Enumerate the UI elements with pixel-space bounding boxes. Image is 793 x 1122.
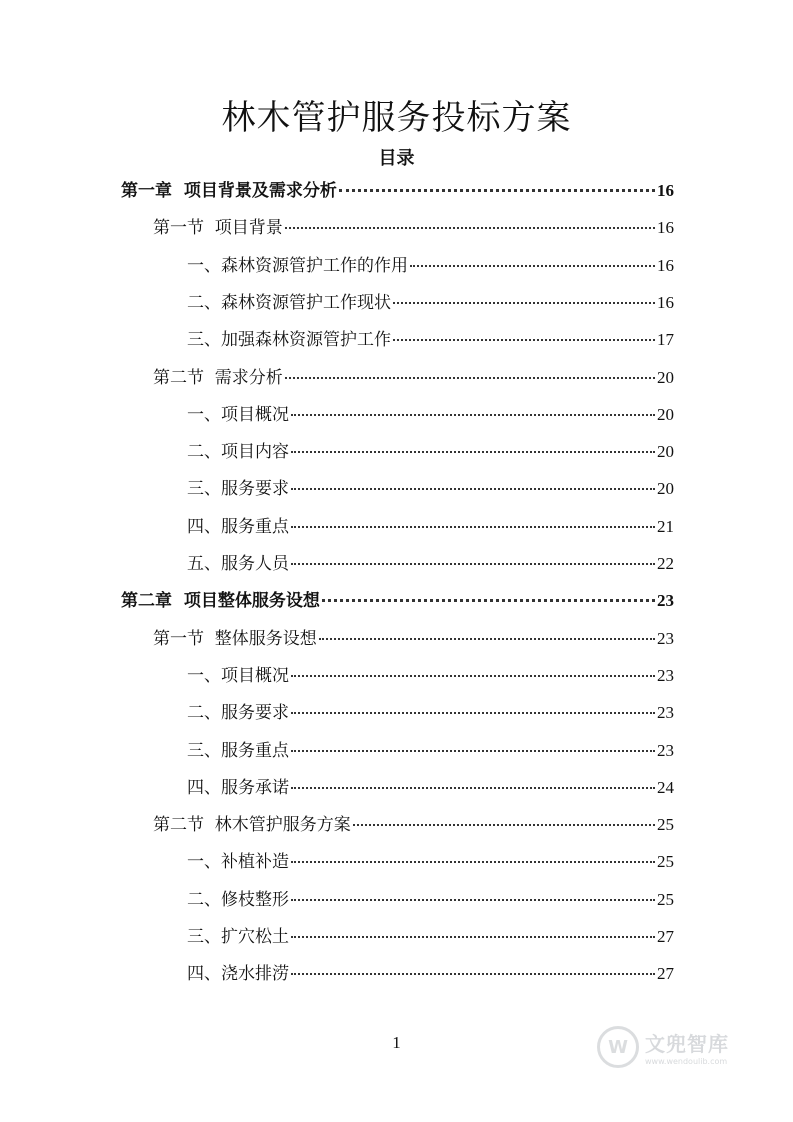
toc-entry[interactable] bbox=[187, 437, 674, 474]
toc-leader-dots bbox=[393, 302, 655, 304]
toc-leader-dots bbox=[322, 599, 655, 602]
toc-leader-dots bbox=[285, 377, 655, 379]
toc-entry-page: 27 bbox=[657, 927, 674, 946]
toc-leader-dots bbox=[291, 488, 655, 490]
toc-entry-label: 三、服务要求 bbox=[187, 479, 289, 500]
toc-entry-label: 二、森林资源管护工作现状 bbox=[187, 292, 391, 313]
toc-entry-label: 第一章 项目背景及需求分析 bbox=[121, 181, 337, 201]
toc-entry-label: 四、浇水排涝 bbox=[187, 964, 289, 985]
toc-entry-page: 16 bbox=[657, 218, 674, 238]
toc-entry-page: 20 bbox=[657, 479, 674, 499]
toc-entry-label: 第一节 整体服务设想 bbox=[153, 628, 317, 649]
toc-entry-page: 16 bbox=[657, 292, 674, 312]
toc-entry-label: 三、服务重点 bbox=[187, 740, 289, 761]
toc-entry[interactable] bbox=[187, 885, 674, 922]
toc-leader-dots bbox=[291, 787, 655, 789]
toc-entry-label: 四、服务重点 bbox=[187, 516, 289, 537]
toc-entry[interactable] bbox=[187, 922, 674, 959]
toc-entry-label: 一、项目概况 bbox=[187, 665, 289, 686]
toc-entry[interactable] bbox=[187, 325, 674, 362]
toc-entry[interactable] bbox=[187, 400, 674, 437]
watermark-url: www.wendoulib.com bbox=[645, 1057, 728, 1066]
toc-entry-page: 25 bbox=[657, 889, 674, 909]
toc-entry[interactable] bbox=[153, 624, 674, 661]
toc-entry[interactable] bbox=[153, 810, 674, 847]
toc-entry[interactable] bbox=[187, 698, 674, 735]
toc-entry-page: 25 bbox=[657, 852, 674, 872]
toc-entry-page: 25 bbox=[657, 815, 674, 835]
toc-entry-label: 第二节 林木管护服务方案 bbox=[153, 815, 351, 836]
toc-entry[interactable] bbox=[121, 176, 674, 213]
toc-entry-label: 二、服务要求 bbox=[187, 703, 289, 724]
watermark-logo bbox=[597, 1025, 747, 1069]
toc-entry-label: 三、加强森林资源管护工作 bbox=[187, 330, 391, 351]
toc-heading: 目录 bbox=[378, 148, 415, 169]
toc-leader-dots bbox=[291, 414, 655, 416]
toc-entry-label: 五、服务人员 bbox=[187, 554, 289, 574]
toc-leader-dots bbox=[339, 189, 655, 192]
watermark-mark-icon: W bbox=[597, 1026, 639, 1068]
toc-entry-page: 23 bbox=[657, 703, 674, 723]
toc-leader-dots bbox=[410, 265, 655, 267]
toc-entry[interactable] bbox=[187, 736, 674, 773]
toc-leader-dots bbox=[291, 899, 655, 901]
page-number: 1 bbox=[392, 1033, 401, 1052]
toc-entry-page: 17 bbox=[657, 330, 674, 350]
toc-leader-dots bbox=[291, 973, 655, 975]
toc-entry-page: 20 bbox=[657, 404, 674, 424]
toc-entry-label: 三、扩穴松土 bbox=[187, 927, 289, 947]
toc-leader-dots bbox=[393, 339, 655, 341]
toc-entry-label: 一、森林资源管护工作的作用 bbox=[187, 255, 408, 276]
toc-entry-page: 20 bbox=[657, 367, 674, 387]
toc-entry[interactable] bbox=[187, 661, 674, 698]
watermark-text bbox=[645, 1028, 729, 1066]
toc-leader-dots bbox=[291, 861, 655, 863]
toc-leader-dots bbox=[291, 675, 655, 677]
toc-entry[interactable] bbox=[187, 288, 674, 325]
toc-entry-page: 23 bbox=[657, 628, 674, 648]
toc-entry[interactable] bbox=[187, 512, 674, 549]
toc-entry-page: 23 bbox=[657, 665, 674, 685]
toc-entry-label: 四、服务承诺 bbox=[187, 777, 289, 798]
toc-entry-label: 第二章 项目整体服务设想 bbox=[121, 591, 320, 612]
toc-entry-page: 20 bbox=[657, 442, 674, 462]
toc-entry[interactable] bbox=[187, 474, 674, 511]
toc-entry[interactable] bbox=[153, 363, 674, 400]
toc-entry-page: 23 bbox=[657, 591, 674, 611]
toc-leader-dots bbox=[291, 563, 655, 565]
toc-entry-page: 21 bbox=[657, 516, 674, 536]
toc-entry-label: 一、补植补造 bbox=[187, 852, 289, 873]
toc-leader-dots bbox=[291, 750, 655, 752]
toc-entry-label: 二、项目内容 bbox=[187, 442, 289, 463]
toc-leader-dots bbox=[319, 638, 655, 640]
toc-leader-dots bbox=[291, 936, 655, 938]
watermark-name: 文兜智库 bbox=[645, 1032, 729, 1056]
toc-leader-dots bbox=[353, 824, 655, 826]
toc-entry[interactable] bbox=[187, 251, 674, 288]
toc-leader-dots bbox=[291, 712, 655, 714]
toc-entry[interactable] bbox=[187, 549, 674, 586]
toc-entry-label: 一、项目概况 bbox=[187, 404, 289, 425]
toc-entry-page: 23 bbox=[657, 740, 674, 760]
toc-entry[interactable] bbox=[187, 959, 674, 996]
toc-entry-label: 第一节 项目背景 bbox=[153, 218, 283, 239]
toc-entry-page: 22 bbox=[657, 554, 674, 573]
toc-leader-dots bbox=[285, 227, 655, 229]
toc-entry[interactable] bbox=[187, 847, 674, 884]
toc-entry[interactable] bbox=[153, 213, 674, 250]
toc-entry-page: 16 bbox=[657, 181, 674, 200]
document-title: 林木管护服务投标方案 bbox=[221, 98, 572, 138]
toc-entry-label: 二、修枝整形 bbox=[187, 889, 289, 910]
toc-entry-page: 27 bbox=[657, 964, 674, 984]
toc-entry-label: 第二节 需求分析 bbox=[153, 367, 283, 388]
toc-entry[interactable] bbox=[121, 586, 674, 623]
toc-leader-dots bbox=[291, 526, 655, 528]
toc-leader-dots bbox=[291, 451, 655, 453]
toc-entry-page: 24 bbox=[657, 777, 674, 797]
toc-entry-page: 16 bbox=[657, 255, 674, 275]
toc-entry[interactable] bbox=[187, 773, 674, 810]
